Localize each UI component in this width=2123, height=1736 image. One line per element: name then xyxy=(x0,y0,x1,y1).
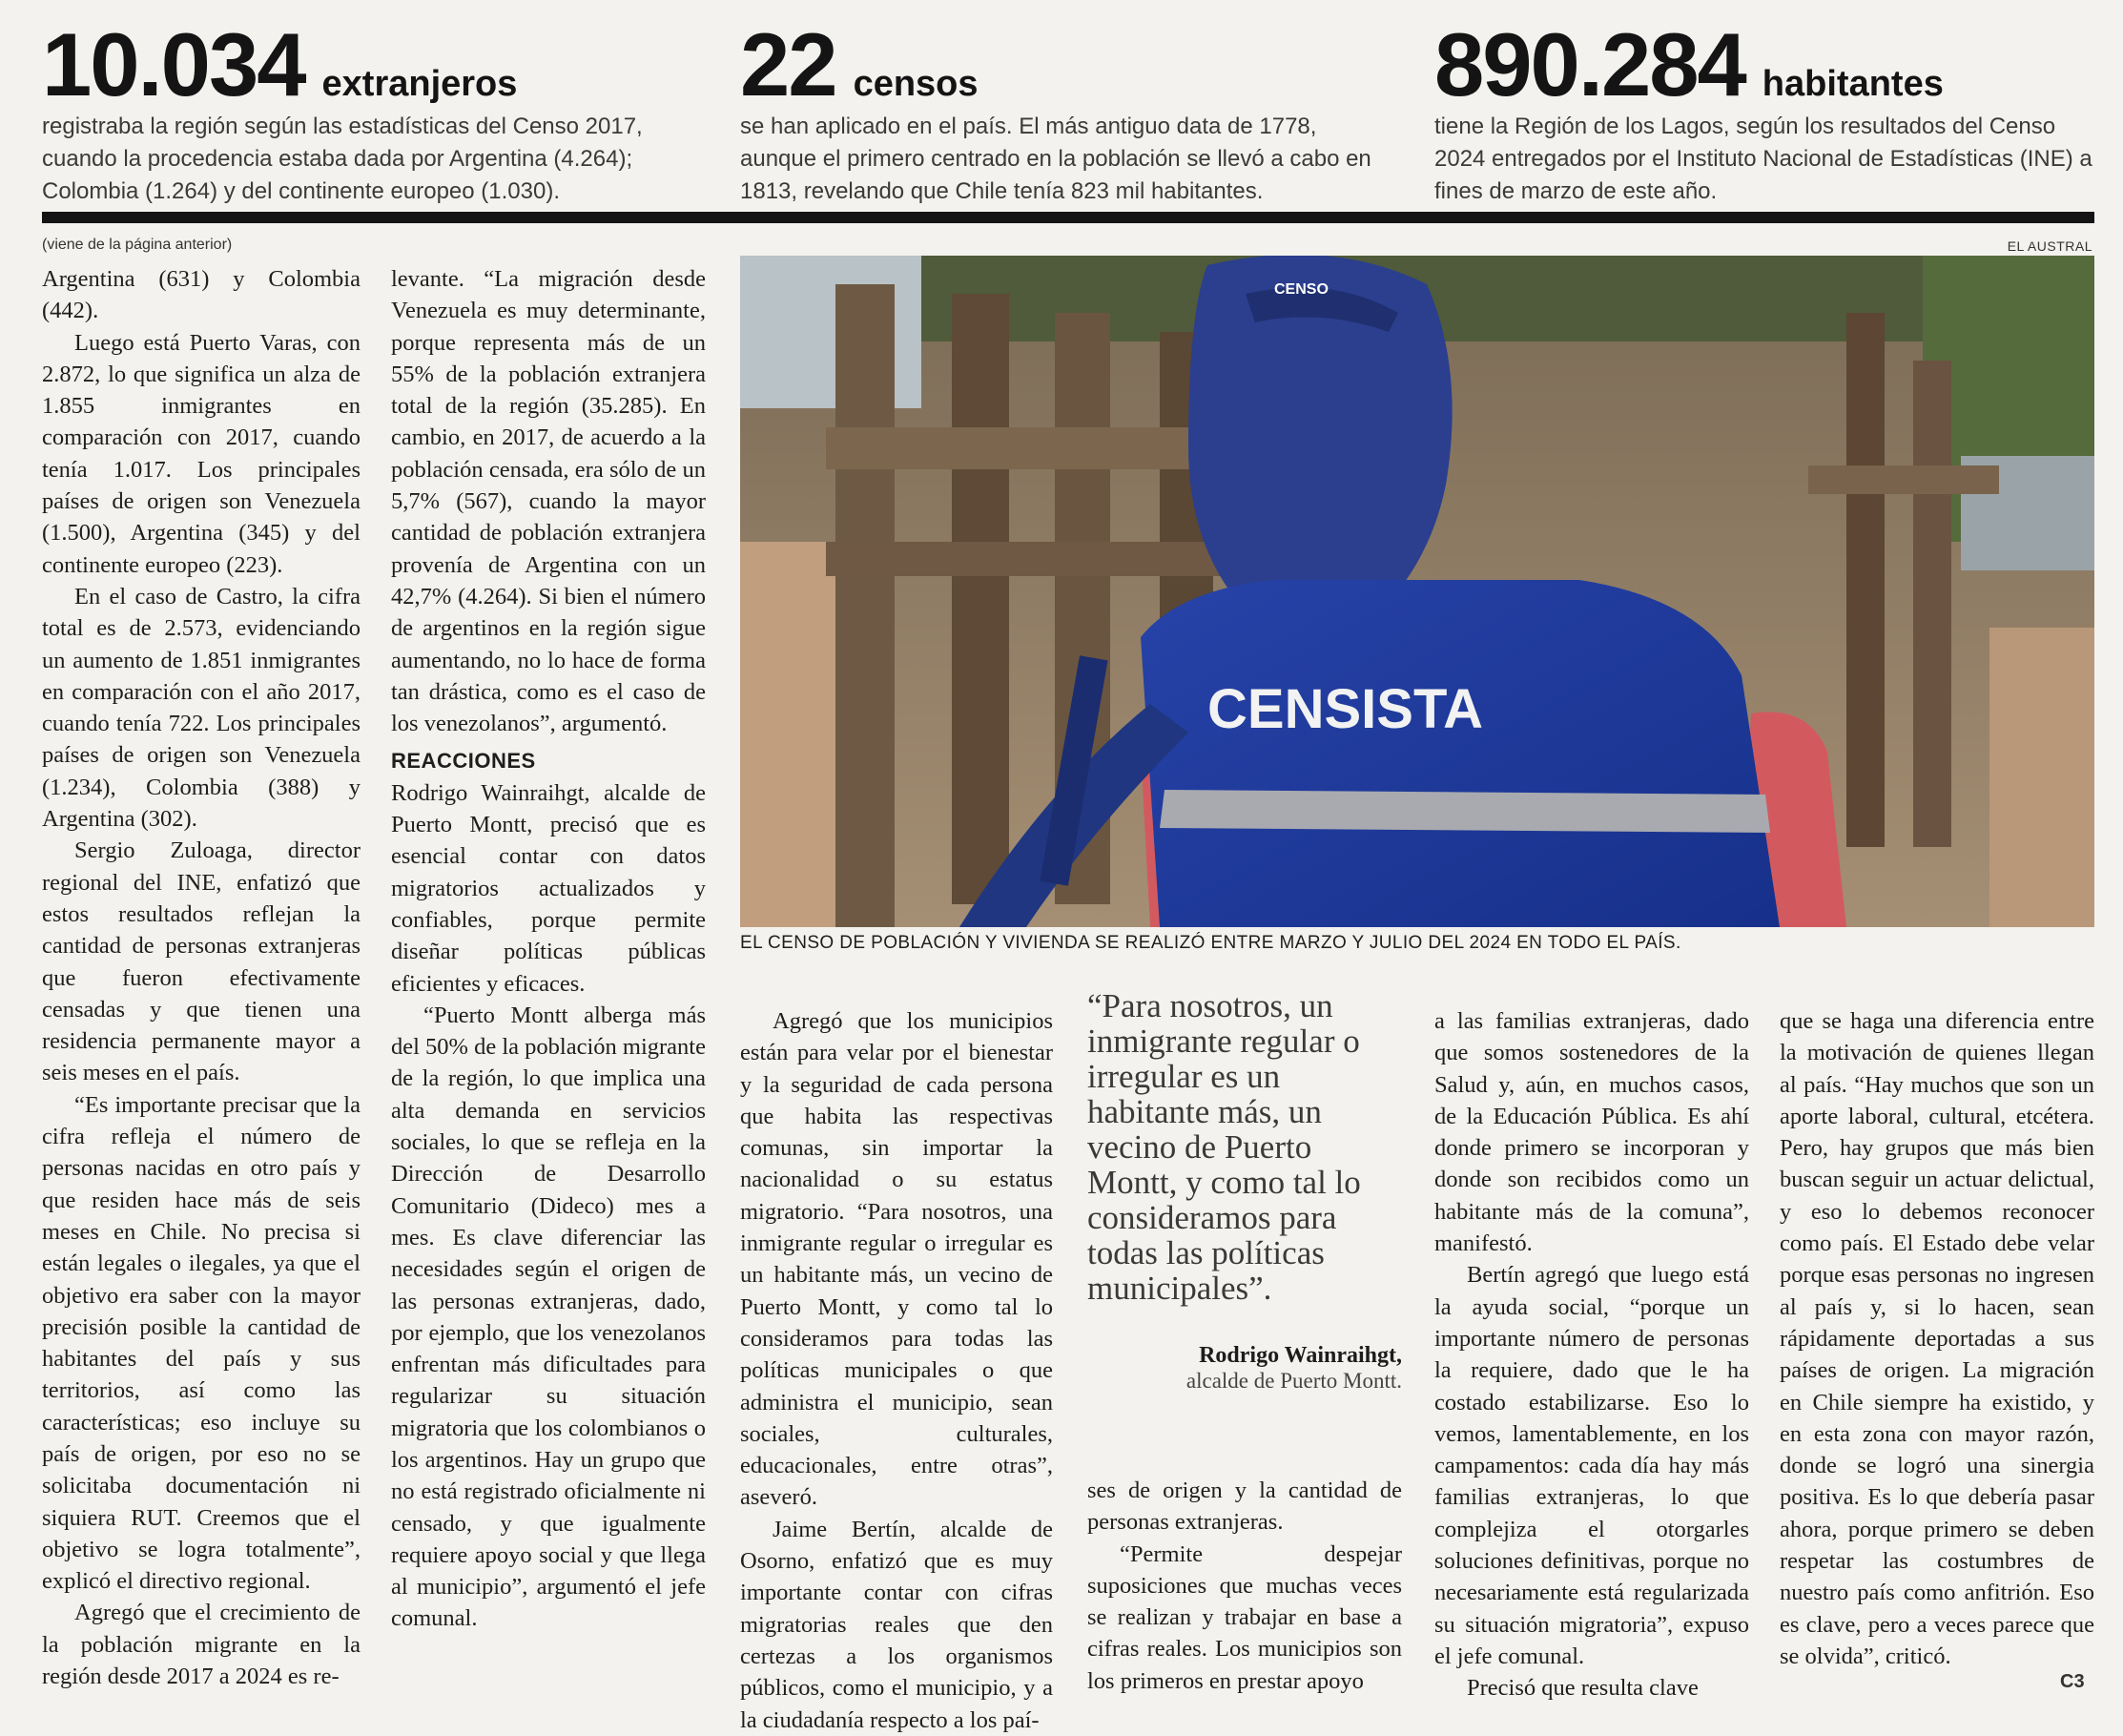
stat-unit: censos xyxy=(853,64,979,104)
quote-author: Rodrigo Wainraihgt, xyxy=(1199,1343,1402,1368)
paragraph: que se haga una diferencia entre la motivación de quienes llegan al país. “Hay muchos que son un aporte laboral, cultural, etcétera. Pero, hay grupos que más bien buscan seguir un actuar delictual, y eso lo debemos reconocer como país. El Estado debe velar porque esas personas no ingresen al país y, si lo hacen, sean rápidamente deportadas a sus países de origen. La migración en Chile siempre ha existido, y en esta zona con mayor razón, donde se logró una sinergia positiva. Es lo que debería pasar ahora, porque primero se deben respetar las costumbres de nuestro país como anfitrión. Eso es clave, pero a veces parece que se olvida”, criticó. xyxy=(1780,1008,2094,1669)
article-column-5 xyxy=(1434,1005,1749,1705)
section-subhead: REACCIONES xyxy=(391,749,536,774)
article-column-1 xyxy=(42,263,361,1692)
paragraph: Agregó que el crecimiento de la población migrante en la región desde 2017 a 2024 es re- xyxy=(42,1600,361,1690)
header-rule xyxy=(42,212,2094,223)
continued-note: (viene de la página anterior) xyxy=(42,237,233,253)
photo-credit: EL AUSTRAL xyxy=(2007,238,2092,254)
cap-logo: CENSO xyxy=(1274,281,1329,298)
paragraph: Agregó que los municipios están para velar por el bienestar y la seguridad de cada persona que habita las respectivas comunas, sin importar la nacionalidad o su estatus migratorio. “Para nosotros, una inmigrante regular o irregular es un habitante más, un vecino de Puerto Montt, y como tal lo consideramos para todas las políticas municipales o que administra el municipio, sean sociales, culturales, educacionales, entre otras”, aseveró. xyxy=(740,1008,1053,1511)
paragraph: a las familias extranjeras, dado que somos sostenedores de la Salud y, aún, en muchos casos, de la Educación Pública. Es ahí donde primero se incorporan y donde son recibidos como un habitante más de la comuna”, manifestó. xyxy=(1434,1008,1749,1257)
paragraph: Bertín agregó que luego está la ayuda social, “porque un importante número de personas la requiere, dado que le ha costado estabilizarse. Eso lo vemos, lamentablemente, en los campamentos: cada día hay más familias extranjeras, lo que complejiza el otorgarles soluciones definitivas, porque no necesariamente está regularizada su situación migratoria”, expuso el jefe comunal. xyxy=(1434,1262,1749,1669)
pull-quote: “Para nosotros, un inmigrante regular o irregular es un habitante más, un vecino de Puerto Montt, y como tal lo consideramos para todas las políticas municipales”. xyxy=(1087,987,1361,1307)
stat-description: tiene la Región de los Lagos, según los resultados del Censo 2024 entregados por el Instituto Nacional de Estadísticas (INE) a fines de marzo de este año. xyxy=(1434,114,2092,204)
paragraph: “Es importante precisar que la cifra refleja el número de personas nacidas en otro país y que residen hace más de seis meses en Chile. No precisa si están legales o ilegales, ya que el objetivo era saber con la mayor precisión posible la cantidad de habitantes del país y sus territorios, así como las características; eso incluye su país de origen, por eso no se solicitaba documentación ni siquiera RUT. Creemos que el objetivo se logra totalmente”, explicó el directivo regional. xyxy=(42,1091,361,1595)
stat-unit: extranjeros xyxy=(321,64,518,104)
pull-quote-attribution xyxy=(1087,1343,1402,1394)
stat-number: 22 xyxy=(740,14,836,114)
stat-extranjeros xyxy=(42,14,700,208)
paragraph: Jaime Bertín, alcalde de Osorno, enfatizó que es muy importante contar con cifras migratorias reales que den certezas a los organismos públicos, como el municipio, y a la ciudadanía respecto a los paí- xyxy=(740,1516,1053,1733)
end-mark: C3 xyxy=(2060,1671,2085,1692)
stat-description: registraba la región según las estadísticas del Censo 2017, cuando la procedencia estaba dada por Argentina (4.264); Colombia (1.264) y del continente europeo (1.030). xyxy=(42,114,643,204)
stat-description: se han aplicado en el país. El más antiguo data de 1778, aunque el primero centrado en la población se llevó a cabo en 1813, revelando que Chile tenía 823 mil habitantes. xyxy=(740,114,1371,204)
article-column-6 xyxy=(1780,1005,2094,1672)
stat-number: 10.034 xyxy=(42,14,305,114)
paragraph: En el caso de Castro, la cifra total es de 2.573, evidenciando un aumento de 1.851 inmigrantes en comparación con el año 2017, cuando tenía 722. Los principales países de origen son Venezuela (1.234), Colombia (388) y Argentina (302). xyxy=(42,583,361,833)
article-photo xyxy=(740,256,2094,927)
paragraph: “Permite despejar suposiciones que muchas veces se realizan y trabajar en base a cifras reales. Los municipios son los primeros en prestar apoyo xyxy=(1087,1540,1402,1694)
vest-text: CENSISTA xyxy=(1207,678,1483,740)
paragraph: Precisó que resulta clave xyxy=(1467,1675,1699,1702)
paragraph: ses de origen y la cantidad de personas extranjeras. xyxy=(1087,1478,1402,1536)
paragraph: Sergio Zuloaga, director regional del INE, enfatizó que estos resultados reflejan la cantidad de personas extranjeras que fueron efectivamente censadas y que tienen una residencia permanente mayor a seis meses en el país. xyxy=(42,837,361,1086)
paragraph: Luego está Puerto Varas, con 2.872, lo que significa un alza de 1.855 inmigrantes en comparación con 2017, cuando tenía 1.017. Los principales países de origen son Venezuela (1.500), Argentina (345) y del continente europeo (223). xyxy=(42,329,361,578)
census-worker-illustration xyxy=(740,256,2094,927)
stat-number: 890.284 xyxy=(1434,14,1745,114)
paragraph: “Puerto Montt alberga más del 50% de la población migrante de la región, lo que implica una alta demanda en servicios sociales, lo que se refleja en la Dirección de Desarrollo Comunitario (Dideco) mes a mes. Es clave diferenciar las necesidades según el origen de las personas extranjeras, dado, por ejemplo, que los venezolanos enfrentan más dificultades para regularizar su situación migratoria que los colombianos o los argentinos. Hay un grupo que no está registrado oficialmente ni censado, y que igualmente requiere apoyo social y que llega al municipio”, argumentó el jefe comunal. xyxy=(391,1002,706,1632)
stat-unit: habitantes xyxy=(1762,64,1944,104)
paragraph: levante. “La migración desde Venezuela es muy determinante, porque representa más de un 55% de la población extranjera total de la región (35.285). En cambio, en 2017, de acuerdo a la población censada, era sólo de un 5,7% (567), cuando la mayor cantidad de población extranjera provenía de Argentina con un 42,7% (4.264). Si bien el número de argentinos en la región sigue aumentando, no lo hace de forma tan drástica, como es el caso de los venezolanos”, argumentó. xyxy=(391,266,706,737)
stat-habitantes xyxy=(1434,14,2092,208)
article-column-3 xyxy=(740,1005,1053,1736)
article-column-4 xyxy=(1087,1475,1402,1697)
photo-caption: EL CENSO DE POBLACIÓN Y VIVIENDA SE REALIZÓ ENTRE MARZO Y JULIO DEL 2024 EN TODO EL PAÍS. xyxy=(740,933,1681,953)
stat-censos xyxy=(740,14,1389,208)
quote-author-role: alcalde de Puerto Montt. xyxy=(1185,1369,1402,1393)
paragraph: Rodrigo Wainraihgt, alcalde de Puerto Montt, precisó que es esencial contar con datos migratorios actualizados y confiables, porque permite diseñar políticas públicas eficientes y eficaces. xyxy=(391,779,706,997)
paragraph: Argentina (631) y Colombia (442). xyxy=(42,266,361,324)
article-column-2 xyxy=(391,263,706,1635)
